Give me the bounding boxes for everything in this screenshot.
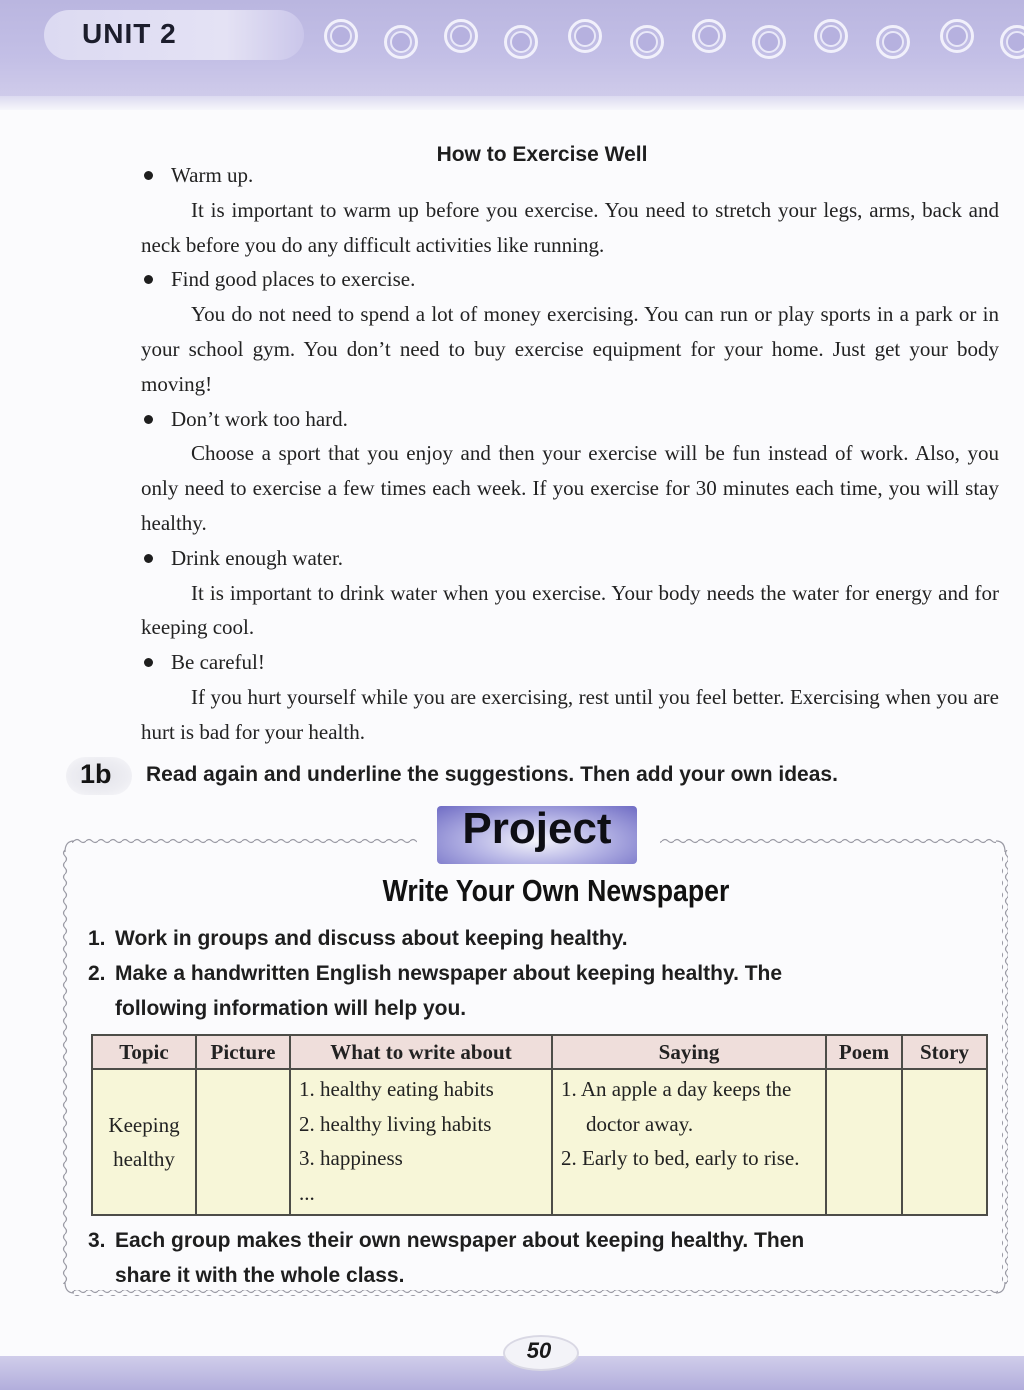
ring-icon bbox=[384, 25, 418, 59]
paragraph-line: It is important to warm up before you exercise. You need to stretch your legs, bbox=[191, 197, 863, 222]
paragraph-line: If you hurt yourself while you are exercising, rest until you feel better. Exercising bbox=[191, 684, 880, 709]
decorative-rings bbox=[316, 16, 1024, 62]
step-text: following information will help you. bbox=[115, 997, 467, 1020]
project-title: Write Your Own Newspaper bbox=[382, 873, 730, 908]
ring-icon bbox=[940, 19, 974, 53]
cell-what-to-write bbox=[290, 1069, 552, 1215]
bullet-icon bbox=[144, 171, 153, 180]
ring-icon bbox=[630, 25, 664, 59]
article-title: How to Exercise Well bbox=[436, 143, 648, 166]
bullet-icon bbox=[144, 415, 153, 424]
section-heading-text: Don’t work too hard. bbox=[171, 406, 348, 431]
paragraph-line: You do not need to spend a lot of money exercising. You can run or play sports bbox=[191, 302, 871, 327]
ring-icon bbox=[814, 19, 848, 53]
step-number: 1. bbox=[88, 927, 106, 950]
section-heading-text: Be careful! bbox=[171, 650, 265, 675]
section-heading-text: Drink enough water. bbox=[171, 545, 344, 570]
page-number: 50 bbox=[526, 1338, 552, 1363]
paragraph-line: It is important to drink water when you exercise. Your body needs the water for bbox=[191, 580, 870, 605]
section-heading bbox=[141, 262, 999, 297]
write-item: 2. healthy living habits bbox=[299, 1111, 492, 1136]
ring-icon bbox=[568, 19, 602, 53]
cell-topic bbox=[92, 1069, 196, 1215]
ring-icon bbox=[692, 19, 726, 53]
ring-icon bbox=[1000, 25, 1024, 59]
paragraph-line: home. Just get your body moving! bbox=[141, 336, 999, 396]
paragraph-line: when you are hurt is bad for your health. bbox=[141, 684, 999, 744]
section-paragraph bbox=[141, 297, 999, 401]
step-2 bbox=[88, 956, 993, 1026]
section-heading bbox=[141, 402, 999, 437]
step-3 bbox=[88, 1223, 993, 1293]
write-item: 1. healthy eating habits bbox=[299, 1077, 494, 1101]
step-1 bbox=[88, 921, 993, 956]
header-saying: Saying bbox=[552, 1035, 826, 1069]
unit-label: UNIT 2 bbox=[82, 18, 177, 49]
section-heading bbox=[141, 541, 999, 576]
ring-icon bbox=[444, 19, 478, 53]
paragraph-line: each time, you will stay healthy. bbox=[141, 476, 999, 535]
step-text: Make a handwritten English newspaper about keeping healthy. The bbox=[115, 962, 783, 985]
project-badge: Project bbox=[462, 804, 612, 853]
task-1b bbox=[66, 757, 1006, 795]
topic-line: healthy bbox=[113, 1147, 175, 1171]
section-paragraph bbox=[141, 193, 999, 263]
header-what-to-write: What to write about bbox=[290, 1035, 552, 1069]
task-number: 1b bbox=[80, 759, 112, 789]
header-picture: Picture bbox=[196, 1035, 290, 1069]
step-text: share it with the whole class. bbox=[115, 1264, 405, 1287]
ring-icon bbox=[504, 25, 538, 59]
table-row bbox=[92, 1069, 987, 1215]
write-item: 3. happiness bbox=[299, 1146, 403, 1170]
project-steps-3 bbox=[88, 1223, 993, 1293]
header-topic: Topic bbox=[92, 1035, 196, 1069]
step-text: Work in groups and discuss about keeping healthy. bbox=[115, 927, 628, 950]
section-paragraph bbox=[141, 576, 999, 646]
section-heading-text: Warm up. bbox=[171, 163, 254, 187]
info-table bbox=[91, 1034, 988, 1216]
paragraph-line: energy and for keeping cool. bbox=[141, 580, 1000, 640]
article-body bbox=[141, 158, 999, 750]
section-heading bbox=[141, 645, 999, 680]
table-header-row bbox=[92, 1035, 987, 1069]
topic-line: Keeping bbox=[108, 1112, 180, 1137]
header-story: Story bbox=[902, 1035, 987, 1069]
section-heading-text: Find good places to exercise. bbox=[171, 267, 416, 292]
step-text: Each group makes their own newspaper about keeping healthy. Then bbox=[115, 1229, 805, 1252]
write-item: ... bbox=[299, 1180, 315, 1205]
project-steps-1-2 bbox=[88, 921, 993, 1026]
task-number-badge bbox=[66, 757, 132, 795]
paragraph-line: in a park or in your school gym. You don’t need to buy exercise equipment for your bbox=[141, 302, 1000, 361]
paragraph-line: Choose a sport that you enjoy and then your exercise will be fun instead of work. bbox=[191, 441, 909, 466]
cell-saying bbox=[552, 1069, 826, 1215]
saying-item: 1. An apple a day keeps the doctor away. bbox=[561, 1077, 792, 1136]
ring-icon bbox=[752, 25, 786, 59]
ring-icon bbox=[324, 19, 358, 53]
section-paragraph bbox=[141, 680, 999, 750]
cell-poem bbox=[826, 1069, 902, 1215]
cell-story bbox=[902, 1069, 987, 1215]
paragraph-line: arms, back and neck before you do any difficult activities like running. bbox=[141, 197, 999, 257]
bullet-icon bbox=[144, 275, 153, 284]
task-instruction: Read again and underline the suggestions. Then add your own ideas. bbox=[146, 763, 838, 786]
bullet-icon bbox=[144, 658, 153, 667]
cell-picture bbox=[196, 1069, 290, 1215]
header-band-fade bbox=[0, 96, 1024, 110]
section-heading bbox=[141, 158, 999, 193]
step-number: 3. bbox=[88, 1229, 106, 1252]
bullet-icon bbox=[144, 554, 153, 563]
step-number: 2. bbox=[88, 962, 106, 985]
saying-item: 2. Early to bed, early to rise. bbox=[561, 1146, 800, 1170]
section-paragraph bbox=[141, 436, 999, 540]
ring-icon bbox=[876, 25, 910, 59]
header-poem: Poem bbox=[826, 1035, 902, 1069]
paragraph-line: Also, you only need to exercise a few times each week. If you exercise for 30 minutes bbox=[141, 441, 999, 501]
